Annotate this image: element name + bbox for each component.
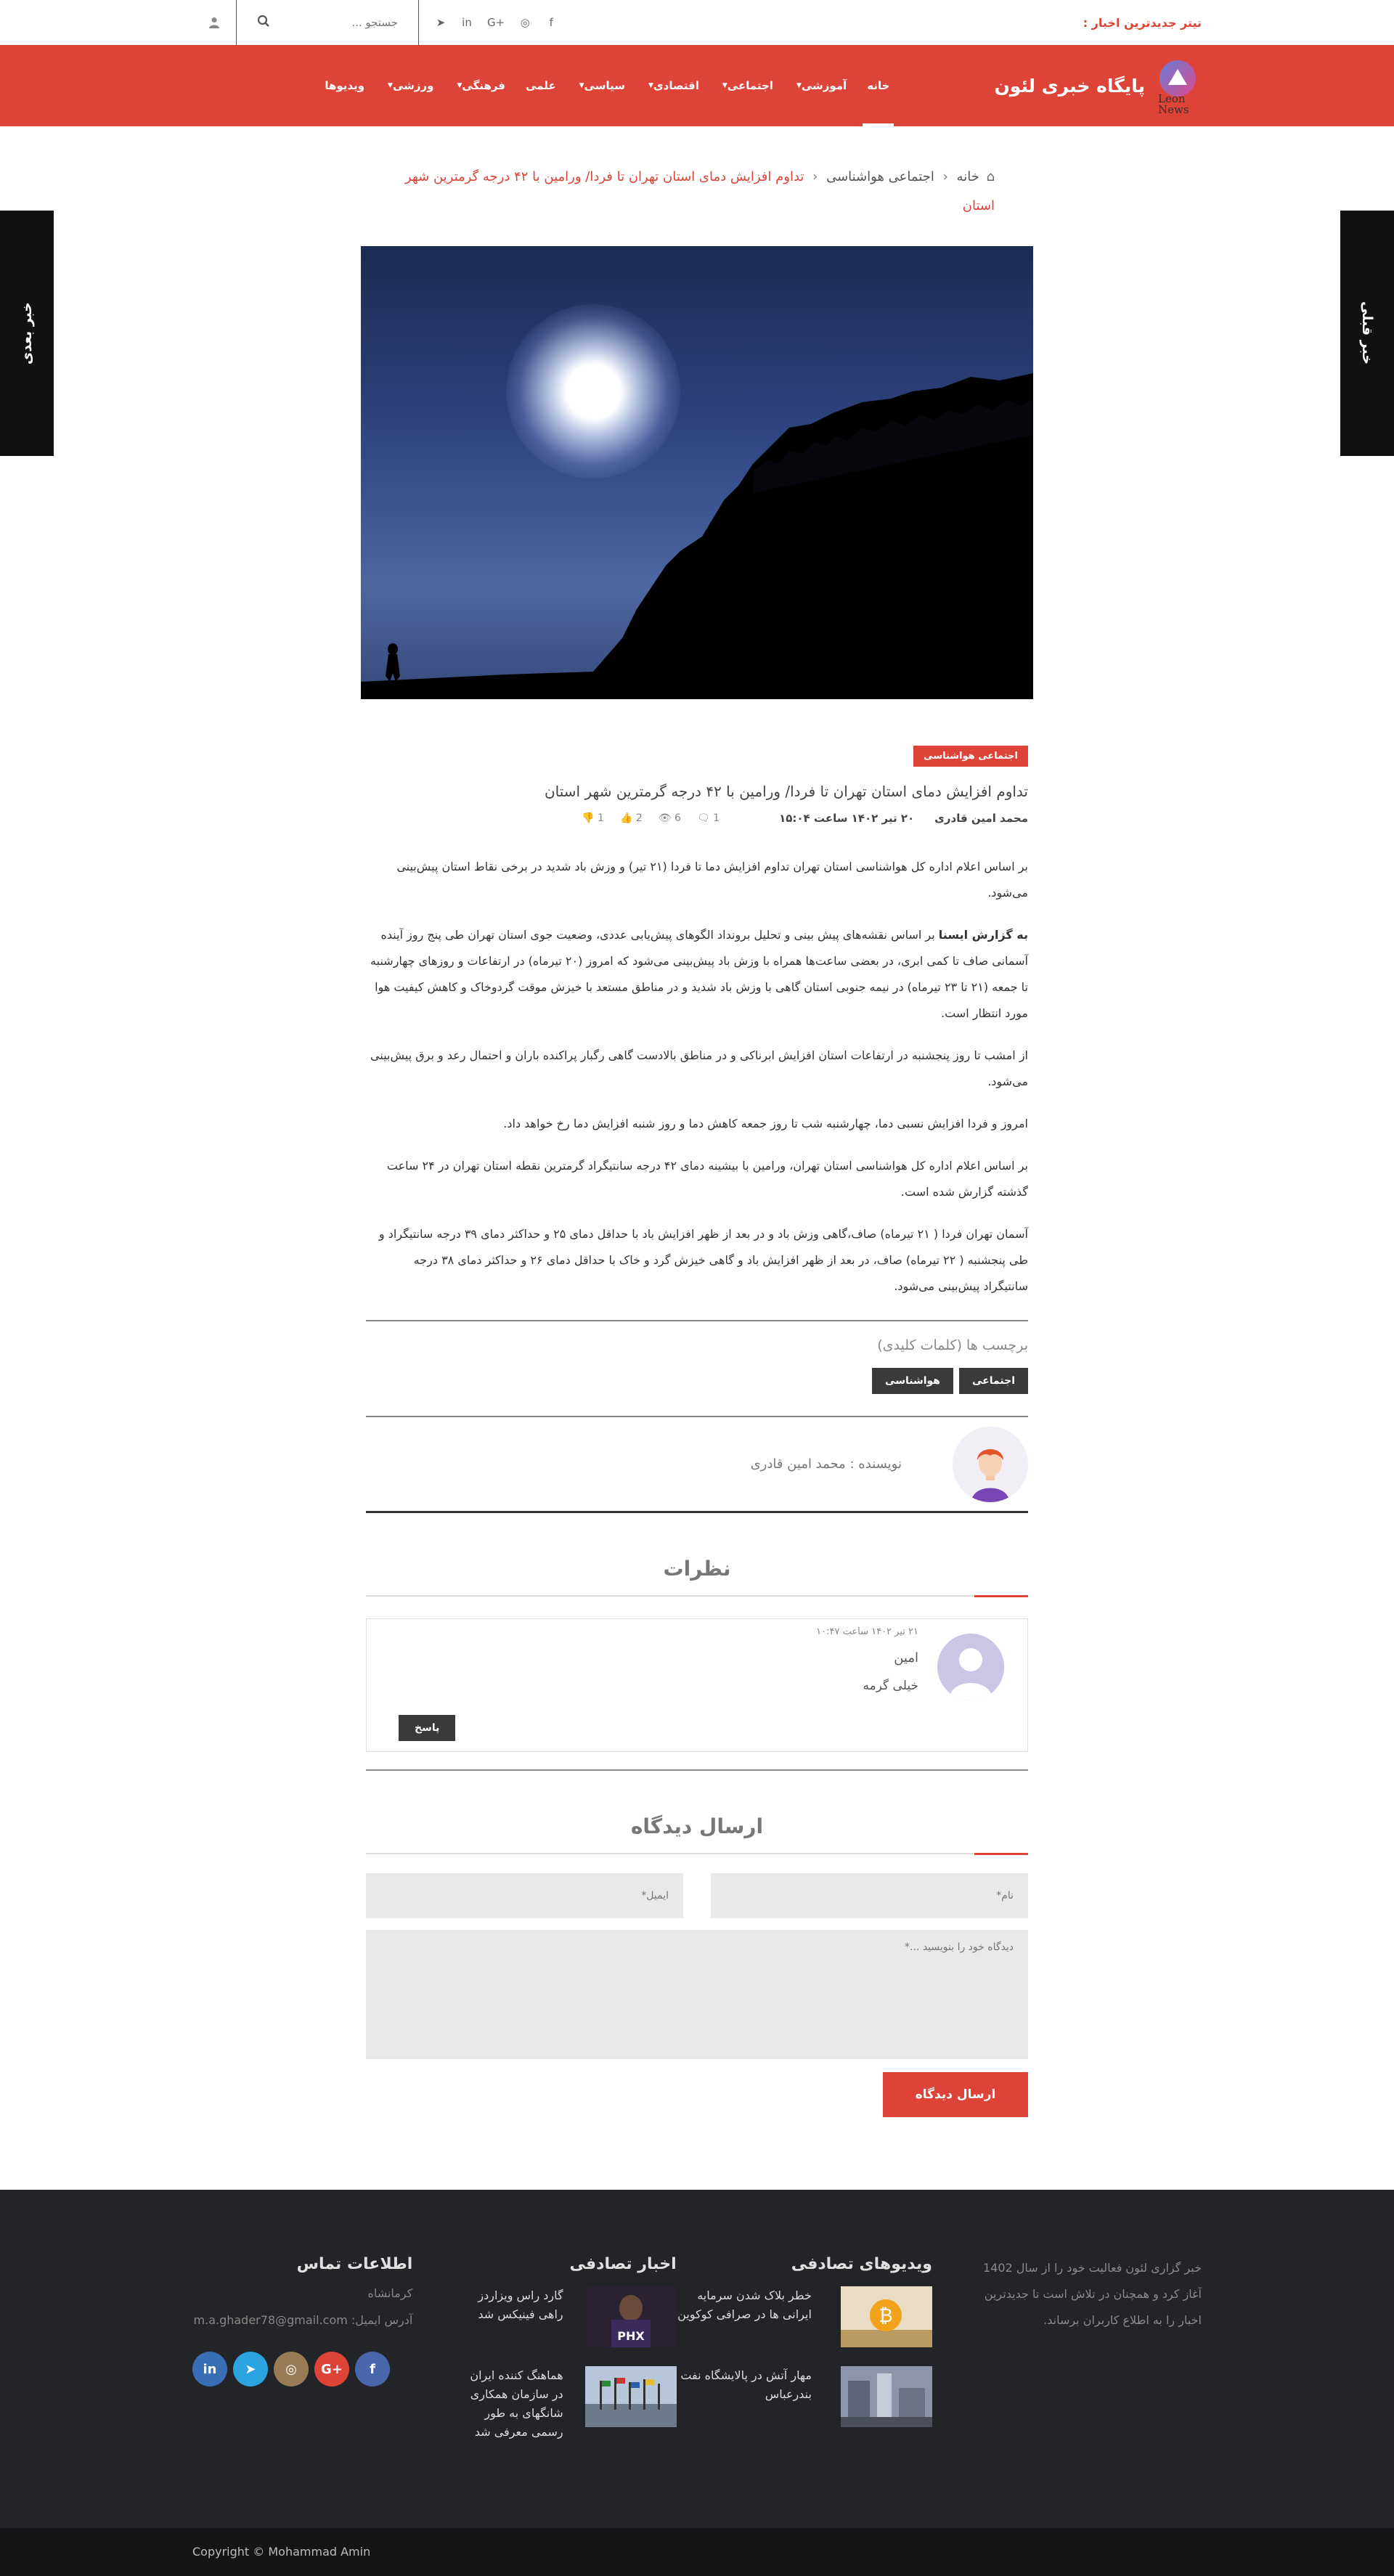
divider [366,1769,1028,1771]
tag-social[interactable]: اجتماعی [959,1368,1028,1394]
dislikes-count[interactable]: 1 👎 [582,812,604,824]
comment-author: امین [894,1650,918,1666]
author-avatar [953,1427,1028,1502]
eye-icon: 👁 [658,812,672,824]
google-plus-icon[interactable]: G+ [487,16,505,29]
article-date: ۲۰ تیر ۱۴۰۲ ساعت ۱۵:۰۴ [779,812,915,825]
article-paragraph: امروز و فردا افزایش نسبی دما، چهارشنبه شب تا روز جمعه کاهش دما و روز شنبه افزایش دما رخ خواهد داد. [503,1117,1028,1130]
news-thumbnail[interactable] [585,2286,677,2347]
footer-news-item[interactable] [456,2286,676,2347]
email-link[interactable]: m.a.ghader78@gmail.com [193,2313,348,2327]
footer-video-item[interactable] [677,2286,932,2347]
category-badge[interactable]: اجتماعی هواشناسی [913,746,1028,767]
google-plus-icon[interactable]: G+ [314,2352,349,2387]
main-nav [314,45,900,126]
article-image [361,246,1033,699]
video-thumbnail[interactable] [841,2366,932,2427]
news-ticker-label: تیتر جدیدترین اخبار : [1083,15,1202,30]
home-icon[interactable]: ⌂ [986,169,995,184]
comment-text: خیلی گرمه [863,1679,918,1693]
user-icon[interactable] [192,0,236,45]
tags-list [366,1368,1028,1394]
top-social-links [419,0,573,45]
brand-name[interactable]: پایگاه خبری لئون [994,75,1145,97]
video-title[interactable]: خطر بلاک شدن سرمایه ایرانی ها در صرافی کوکوین [677,2288,812,2321]
breadcrumb-category[interactable]: اجتماعی هواشناسی [826,169,934,184]
main-header [0,45,1394,126]
chevron-left-icon: ‹ [942,169,948,184]
nav-item-sports[interactable]: ورزشی ▼ [388,79,434,92]
footer-contact [192,2255,412,2461]
breadcrumb-current: تداوم افزایش دمای استان تهران تا فردا/ ورامین با ۴۲ درجه گرمترین شهر استان [404,169,995,213]
news-title[interactable]: گارد راس ویزاردز راهی فینیکس شد [478,2288,563,2321]
nav-item-political[interactable]: سیاسی ▼ [579,79,625,92]
telegram-icon[interactable]: ➤ [233,2352,268,2387]
article-paragraph: بر اساس اعلام اداره کل هواشناسی استان تهران تداوم افزایش دما تا فردا (۲۱ تیر) و وزش باد شدید در برخی نقاط استان پیش‌بینی می‌شود. [396,860,1028,900]
search-box [236,0,419,45]
likes-count[interactable]: 2 👍 [619,812,643,824]
instagram-icon[interactable]: ◎ [520,16,530,29]
footer-videos-title: ویدیوهای تصادفی [791,2255,932,2273]
search-input[interactable] [296,16,398,29]
chevron-down-icon: ▼ [796,82,802,89]
chevron-down-icon: ▼ [648,82,653,89]
footer-social-links [192,2352,412,2387]
nav-item-educational[interactable]: آموزشی ▼ [796,79,847,92]
copyright-text: Copyright © Mohammad Amin [192,2545,371,2559]
chevron-left-icon: ‹ [812,169,818,184]
news-title[interactable]: هماهنگ کننده ایران در سازمان همکاری شانگهای به طور رسمی معرفی شد [470,2368,563,2439]
comment-body [377,1626,918,1744]
breadcrumb-home[interactable]: خانه [956,169,979,184]
comment-date: ۲۱ تیر ۱۴۰۲ ساعت ۱۰:۴۷ [816,1626,918,1637]
contact-city: کرمانشاه [367,2286,413,2300]
comment-form-title: ارسال دیدگاه [630,1814,764,1838]
nav-item-home[interactable]: خانه [857,45,900,126]
facebook-icon[interactable]: f [549,16,553,29]
nav-item-scientific[interactable]: علمی [526,79,556,92]
contact-email: آدرس ایمیل: m.a.ghader78@gmail.com [193,2313,413,2327]
views-count: 6 👁 [658,812,681,824]
article-stats [582,812,720,824]
footer-random-videos [677,2255,932,2461]
video-thumbnail[interactable] [841,2286,932,2347]
reply-button[interactable]: پاسخ [399,1715,455,1741]
comments-title: نظرات [663,1557,731,1581]
footer-contact-title: اطلاعات تماس [296,2255,413,2273]
prev-news-tab[interactable]: خبر قبلی [1340,211,1394,456]
comment-icon: 🗨 [696,812,710,824]
svg-text:PHX: PHX [616,2329,645,2343]
nav-item-cultural[interactable]: فرهنگی ▼ [457,79,505,92]
thumbs-up-icon: 👍 [619,812,633,824]
article-paragraph: آسمان تهران فردا ( ۲۱ تیرماه) صاف،گاهی وزش باد و در بعد از ظهر افزایش باد با حداقل دمای ۲۵ و حداکثر دمای ۳۹ درجه سانتیگراد و طی پنجشنبه ( ۲۲ تیرماه) صاف، در بعد از ظهر افزایش باد و گاهی خیزش گرد و خاک با حداقل دمای ۲۶ و حداکثر دمای ۳۸ درجه سانتیگراد پیش‌بینی می‌شود. [378,1227,1028,1293]
article-paragraph: از امشب تا روز پنجشنبه در ارتفاعات استان افزایش ابرناکی و در مناطق بالادست گاهی رگبار پراکنده باران و احتمال رعد و برق پیش‌بینی می‌شود. [370,1048,1028,1088]
article-paragraph: به گزارش ایسنا بر اساس نقشه‌های پیش بینی و تحلیل برونداد الگوهای پیش‌یابی عددی، وضعیت جوی استان تهران طی پنج روز آینده آسمانی صاف تا کمی ابری، در بعضی ساعت‌ها همراه با وزش باد پیش‌بینی می‌شود که امروز (۲۰ تیرماه) در ارتفاعات و روزهای چهارشنبه تا جمعه (۲۱ تا ۲۳ تیرماه) در نیمه جنوبی استان گاهی با وزش باد شدید و در مناطق مستعد با خیزش موقت گردوخاک و کاهش کیفیت هوا مورد انتظار است. [370,928,1028,1020]
thumbs-down-icon: 👎 [582,812,595,824]
article-paragraph: بر اساس اعلام اداره کل هواشناسی استان تهران، ورامین با بیشینه دمای ۴۲ درجه سانتیگراد گرمترین نقطه استان تهران در ۲۴ ساعت گذشته گزارش شده است. [386,1159,1028,1199]
article-title: تداوم افزایش دمای استان تهران تا فردا/ ورامین با ۴۲ درجه گرمترین شهر استان [544,783,1028,800]
instagram-icon[interactable]: ◎ [274,2352,309,2387]
news-ticker[interactable] [573,15,1076,30]
news-thumbnail[interactable] [585,2366,677,2427]
article-author[interactable]: محمد امین قادری [934,812,1028,825]
author-box [366,1416,1028,1513]
footer-random-news [456,2255,676,2461]
nav-item-videos[interactable]: ویدیوها [325,79,365,92]
footer-news-item[interactable] [456,2366,676,2442]
chevron-down-icon: ▼ [579,82,584,89]
avatar [937,1634,1004,1700]
article-meta [366,812,1028,825]
name-field[interactable] [711,1873,1028,1918]
tags-title: برچسب ها (کلمات کلیدی) [877,1337,1028,1353]
chevron-down-icon: ▼ [722,82,727,89]
chevron-down-icon: ▼ [388,82,393,89]
submit-comment-button[interactable]: ارسال دیدگاه [883,2072,1028,2117]
footer-news-title: اخبار تصادفی [569,2255,677,2273]
article [361,246,1033,2117]
search-icon[interactable] [257,15,270,30]
article-content [366,699,1028,2117]
tag-meteorology[interactable]: هواشناسی [872,1368,953,1394]
chevron-down-icon: ▼ [457,82,462,89]
breadcrumb [370,163,1024,221]
divider [366,1320,1028,1321]
section-underline [366,1595,1028,1597]
comments-count: 1 🗨 [696,812,720,824]
copyright-bar [0,2528,1394,2576]
linkedin-icon[interactable]: in [192,2352,227,2387]
article-body [366,854,1028,1300]
comment-form-row [366,1873,1028,1918]
section-underline [366,1853,1028,1854]
next-news-tab[interactable]: خبر بعدی [0,211,54,456]
site-logo: Leon News [1157,53,1199,118]
comment-item [366,1618,1028,1752]
footer-about: خبر گزاری لئون فعالیت خود را از سال 1402 آغاز کرد و همچنان در تلاش است تا جدیدترین اخبار را به اطلاع کاربران برساند. [983,2261,1202,2327]
brand[interactable] [994,53,1199,118]
comment-textarea[interactable] [366,1930,1028,2059]
top-bar [0,0,1394,45]
nav-item-social[interactable]: اجتماعی ▼ [722,79,773,92]
footer [0,2190,1394,2528]
svg-text:₿: ₿ [879,2305,893,2327]
video-title[interactable]: مهار آتش در پالایشگاه نفت بندرعباس [680,2368,812,2401]
email-field[interactable] [366,1873,683,1918]
linkedin-icon[interactable]: in [462,16,472,29]
telegram-icon[interactable]: ➤ [436,16,446,29]
nav-item-economic[interactable]: اقتصادی ▼ [648,79,699,92]
footer-video-item[interactable] [677,2366,932,2427]
facebook-icon[interactable]: f [355,2352,390,2387]
author-name[interactable]: نویسنده : محمد امین قادری [750,1456,902,1472]
